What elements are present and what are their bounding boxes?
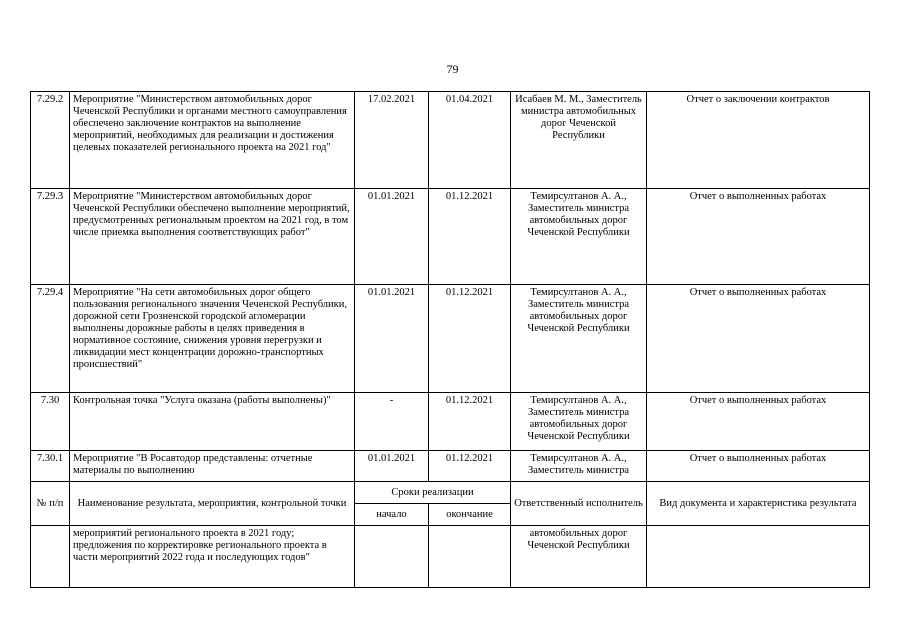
row-start-date (355, 526, 429, 588)
header-document: Вид документа и характеристика результата (647, 482, 870, 526)
row-end-date: 01.12.2021 (429, 285, 511, 393)
row-end-date: 01.04.2021 (429, 92, 511, 189)
row-start-date: 17.02.2021 (355, 92, 429, 189)
table-row (31, 393, 870, 451)
row-start-date: - (355, 393, 429, 451)
row-responsible: Исабаев М. М., Заместитель министра автомобильных дорог Чеченской Республики (511, 92, 647, 189)
header-end: окончание (429, 504, 511, 526)
row-document: Отчет о выполненных работах (647, 189, 870, 285)
row-end-date: 01.12.2021 (429, 393, 511, 451)
row-name: Контрольная точка "Услуга оказана (работы выполнены)" (70, 393, 355, 451)
header-start: начало (355, 504, 429, 526)
row-responsible: Темирсултанов А. А., Заместитель министра (511, 451, 647, 482)
table-row (31, 526, 870, 588)
row-responsible: Темирсултанов А. А., Заместитель министра автомобильных дорог Чеченской Республики (511, 189, 647, 285)
table-row (31, 189, 870, 285)
row-document: Отчет о выполненных работах (647, 393, 870, 451)
row-end-date: 01.12.2021 (429, 451, 511, 482)
row-responsible: автомобильных дорог Чеченской Республики (511, 526, 647, 588)
row-name: Мероприятие "Министерством автомобильных дорог Чеченской Республики и органами местного самоуправления обеспечено заключение контрактов на выполнение мероприятий, необходимых для реализации и достижения целевых показателей регионального проекта на 2021 год" (70, 92, 355, 189)
row-responsible: Темирсултанов А. А., Заместитель министра автомобильных дорог Чеченской Республики (511, 393, 647, 451)
row-end-date: 01.12.2021 (429, 189, 511, 285)
row-document: Отчет о заключении контрактов (647, 92, 870, 189)
row-start-date: 01.01.2021 (355, 285, 429, 393)
row-document (647, 526, 870, 588)
row-start-date: 01.01.2021 (355, 189, 429, 285)
header-dates: Сроки реализации (355, 482, 511, 504)
row-name: мероприятий регионального проекта в 2021 году; предложения по корректировке регионального проекта в части мероприятий 2022 года и последующих годов" (70, 526, 355, 588)
table-row (31, 92, 870, 189)
header-name: Наименование результата, мероприятия, контрольной точки (70, 482, 355, 526)
header-number: № п/п (31, 482, 70, 526)
row-document: Отчет о выполненных работах (647, 285, 870, 393)
row-number: 7.29.2 (31, 92, 70, 189)
row-name: Мероприятие "В Росавтодор представлены: отчетные материалы по выполнению (70, 451, 355, 482)
table-header-row (31, 482, 870, 504)
row-start-date: 01.01.2021 (355, 451, 429, 482)
row-end-date (429, 526, 511, 588)
row-responsible: Темирсултанов А. А., Заместитель министра автомобильных дорог Чеченской Республики (511, 285, 647, 393)
row-number (31, 526, 70, 588)
row-number: 7.30.1 (31, 451, 70, 482)
table-row (31, 285, 870, 393)
header-responsible: Ответственный исполнитель (511, 482, 647, 526)
implementation-plan-table (30, 91, 870, 588)
page-number: 79 (446, 62, 459, 76)
row-name: Мероприятие "Министерством автомобильных дорог Чеченской Республики обеспечено выполнение мероприятий, предусмотренных региональным проектом на 2021 год, в том числе приемка выполнения соответствующих работ" (70, 189, 355, 285)
table-row (31, 451, 870, 482)
row-number: 7.30 (31, 393, 70, 451)
row-name: Мероприятие "На сети автомобильных дорог общего пользования регионального значения Чеченской Республики, дорожной сети Грозненской городской агломерации выполнены дорожные работы в целях приведения в нормативное состояние, снижения уровня перегрузки и ликвидации мест концентрации дорожно-транспортных происшествий" (70, 285, 355, 393)
row-number: 7.29.4 (31, 285, 70, 393)
row-number: 7.29.3 (31, 189, 70, 285)
row-document: Отчет о выполненных работах (647, 451, 870, 482)
